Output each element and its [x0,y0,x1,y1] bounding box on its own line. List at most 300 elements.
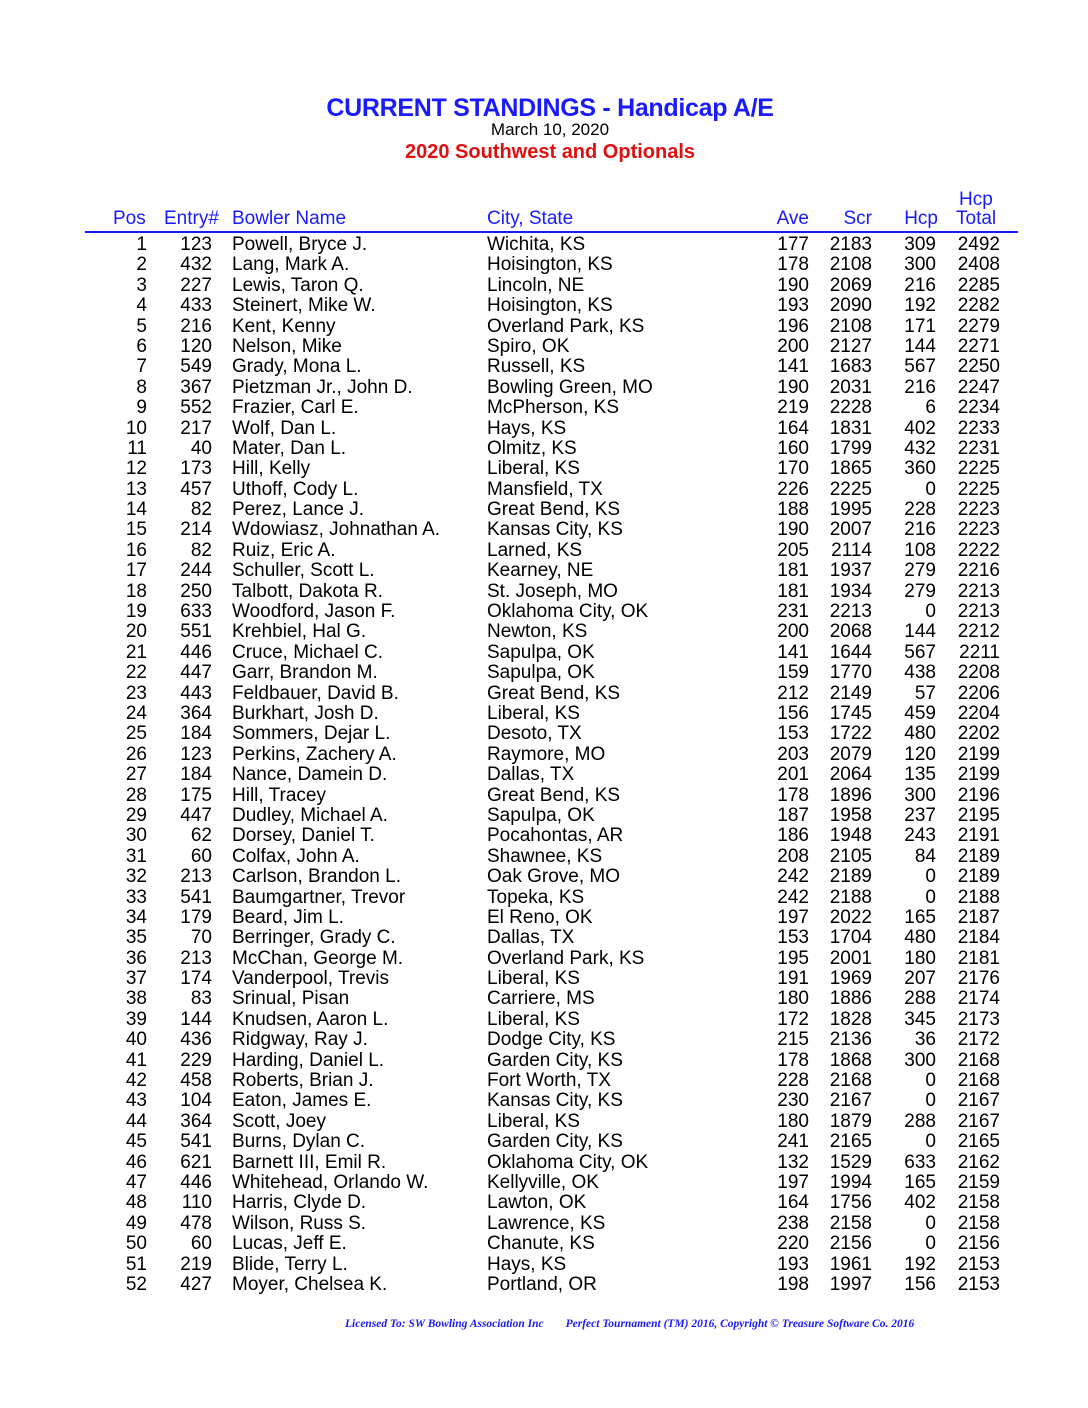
row-handicap-total: 2187 [957,906,1000,928]
row-city-state: Desoto, TX [487,723,582,745]
row-entry-number: 227 [180,274,212,296]
row-scratch-score: 1886 [829,988,872,1010]
row-city-state: Hays, KS [487,417,567,439]
row-average: 193 [777,295,809,317]
row-city-state: Lawrence, KS [487,1212,606,1234]
row-bowler-name: Harding, Daniel L. [232,1049,385,1071]
row-average: 231 [777,601,809,623]
row-entry-number: 446 [180,1171,212,1193]
row-scratch-score: 2105 [829,845,872,867]
row-handicap-total: 2216 [957,560,1000,582]
row-entry-number: 364 [180,1110,212,1132]
row-entry-number: 552 [180,397,212,419]
row-handicap-total: 2234 [957,397,1000,419]
row-bowler-name: Whitehead, Orlando W. [232,1171,429,1193]
row-handicap: 567 [904,356,936,378]
row-scratch-score: 2158 [829,1212,872,1234]
row-city-state: Spiro, OK [487,335,570,357]
row-city-state: Wichita, KS [487,234,586,255]
standings-table [0,235,1088,1295]
row-handicap-total: 2156 [957,1233,1000,1255]
table-row [0,643,1088,663]
row-scratch-score: 2189 [829,866,872,888]
row-scratch-score: 2167 [829,1090,872,1112]
row-average: 177 [777,234,809,255]
row-city-state: Larned, KS [487,539,583,561]
row-average: 178 [777,254,809,276]
row-bowler-name: Feldbauer, David B. [232,682,399,704]
row-entry-number: 457 [180,478,212,500]
row-handicap: 279 [904,560,936,582]
table-row [0,459,1088,479]
table-row [0,378,1088,398]
row-scratch-score: 1997 [829,1273,872,1295]
row-position: 7 [136,356,147,378]
row-city-state: Bowling Green, MO [487,376,653,398]
column-header-hcp: Hcp [904,208,938,229]
row-position: 47 [125,1171,147,1193]
row-scratch-score: 1934 [829,580,872,602]
row-entry-number: 184 [180,723,212,745]
row-bowler-name: Hill, Tracey [232,784,326,806]
column-header-scr: Scr [843,208,872,229]
table-row [0,622,1088,642]
row-position: 31 [125,845,147,867]
row-entry-number: 541 [180,886,212,908]
row-city-state: Oklahoma City, OK [487,601,649,623]
row-entry-number: 144 [180,1008,212,1030]
row-city-state: Sapulpa, OK [487,804,595,826]
row-handicap: 57 [914,682,936,704]
row-entry-number: 446 [180,641,212,663]
row-position: 41 [125,1049,147,1071]
row-position: 15 [125,519,147,541]
row-city-state: Garden City, KS [487,1131,623,1153]
row-position: 14 [125,499,147,521]
row-scratch-score: 1995 [829,499,872,521]
row-handicap-total: 2199 [957,743,1000,765]
row-handicap: 165 [904,1171,936,1193]
row-handicap-total: 2223 [957,519,1000,541]
row-handicap: 171 [904,315,936,337]
row-handicap: 0 [925,1070,936,1092]
table-row [0,826,1088,846]
row-position: 12 [125,458,147,480]
row-city-state: Liberal, KS [487,702,580,724]
row-handicap: 300 [904,784,936,806]
license-text: Licensed To: SW Bowling Association Inc [345,1318,544,1330]
table-row [0,500,1088,520]
row-handicap: 144 [904,621,936,643]
row-position: 20 [125,621,147,643]
row-bowler-name: Steinert, Mike W. [232,295,376,317]
row-bowler-name: Sommers, Dejar L. [232,723,391,745]
row-position: 44 [125,1110,147,1132]
table-row [0,582,1088,602]
row-city-state: Garden City, KS [487,1049,623,1071]
row-handicap: 402 [904,1192,936,1214]
row-entry-number: 82 [190,539,212,561]
row-average: 159 [777,662,809,684]
row-entry-number: 432 [180,254,212,276]
row-scratch-score: 1722 [829,723,872,745]
row-scratch-score: 2001 [829,947,872,969]
row-city-state: El Reno, OK [487,906,593,928]
row-position: 11 [127,437,147,459]
row-bowler-name: Roberts, Brian J. [232,1070,374,1092]
row-position: 8 [136,376,147,398]
row-city-state: St. Joseph, MO [487,580,618,602]
row-bowler-name: Krehbiel, Hal G. [232,621,367,643]
row-bowler-name: Burns, Dylan C. [232,1131,366,1153]
row-average: 212 [777,682,809,704]
table-row [0,969,1088,989]
row-position: 10 [125,417,147,439]
row-scratch-score: 1756 [829,1192,872,1214]
row-average: 156 [777,702,809,724]
row-position: 25 [125,723,147,745]
row-average: 205 [777,539,809,561]
row-scratch-score: 1529 [829,1151,872,1173]
table-row [0,867,1088,887]
table-row [0,1010,1088,1030]
row-entry-number: 229 [180,1049,212,1071]
row-bowler-name: Uthoff, Cody L. [232,478,359,500]
row-position: 23 [125,682,147,704]
row-scratch-score: 1896 [829,784,872,806]
row-handicap-total: 2250 [957,356,1000,378]
row-entry-number: 213 [180,866,212,888]
row-handicap-total: 2199 [957,764,1000,786]
row-bowler-name: Hill, Kelly [232,458,311,480]
row-position: 27 [125,764,147,786]
column-header-city-state: City, State [487,208,574,229]
row-scratch-score: 1865 [829,458,872,480]
table-row [0,317,1088,337]
row-handicap-total: 2231 [957,437,1000,459]
row-handicap-total: 2247 [957,376,1000,398]
row-position: 40 [125,1029,147,1051]
row-city-state: Oklahoma City, OK [487,1151,649,1173]
table-row [0,1051,1088,1071]
row-bowler-name: Nance, Damein D. [232,764,388,786]
row-handicap: 288 [904,1110,936,1132]
row-handicap-total: 2191 [957,825,1000,847]
row-handicap: 144 [904,335,936,357]
row-entry-number: 447 [180,804,212,826]
row-bowler-name: Garr, Brandon M. [232,662,378,684]
row-position: 5 [136,315,147,337]
row-scratch-score: 2069 [829,274,872,296]
row-handicap: 432 [904,437,936,459]
footer [345,1318,914,1330]
row-average: 238 [777,1212,809,1234]
row-city-state: Russell, KS [487,356,586,378]
row-average: 197 [777,1171,809,1193]
row-scratch-score: 1770 [829,662,872,684]
row-scratch-score: 1937 [829,560,872,582]
row-handicap: 0 [925,866,936,888]
row-handicap-total: 2174 [957,988,1000,1010]
row-city-state: Fort Worth, TX [487,1070,611,1092]
row-handicap: 345 [904,1008,936,1030]
row-position: 13 [125,478,147,500]
row-handicap: 567 [904,641,936,663]
row-handicap-total: 2168 [957,1070,1000,1092]
row-average: 228 [777,1070,809,1092]
row-scratch-score: 2168 [829,1070,872,1092]
row-handicap: 402 [904,417,936,439]
row-handicap-total: 2285 [957,274,1000,296]
table-row [0,663,1088,683]
row-entry-number: 179 [180,906,212,928]
row-city-state: Overland Park, KS [487,947,645,969]
row-entry-number: 60 [190,845,212,867]
row-entry-number: 427 [180,1273,212,1295]
row-handicap-total: 2196 [957,784,1000,806]
row-handicap-total: 2153 [957,1253,1000,1275]
row-bowler-name: Blide, Terry L. [232,1253,348,1275]
row-position: 21 [125,641,147,663]
table-row [0,1234,1088,1254]
row-scratch-score: 2225 [829,478,872,500]
row-scratch-score: 1994 [829,1171,872,1193]
row-handicap: 480 [904,723,936,745]
row-handicap: 288 [904,988,936,1010]
column-header-bowler-name: Bowler Name [232,208,347,229]
row-scratch-score: 2188 [829,886,872,908]
row-handicap: 0 [925,886,936,908]
row-average: 193 [777,1253,809,1275]
row-scratch-score: 2108 [829,254,872,276]
table-row [0,1091,1088,1111]
row-average: 201 [777,764,809,786]
row-average: 187 [777,804,809,826]
table-row [0,724,1088,744]
row-entry-number: 364 [180,702,212,724]
row-city-state: Mansfield, TX [487,478,603,500]
row-average: 164 [777,1192,809,1214]
row-average: 219 [777,397,809,419]
table-row [0,561,1088,581]
row-entry-number: 60 [190,1233,212,1255]
row-entry-number: 433 [180,295,212,317]
row-bowler-name: Scott, Joey [232,1110,326,1132]
row-handicap-total: 2189 [957,866,1000,888]
row-bowler-name: Powell, Bryce J. [232,234,368,255]
row-bowler-name: Moyer, Chelsea K. [232,1273,388,1295]
row-handicap-total: 2165 [957,1131,1000,1153]
row-average: 170 [777,458,809,480]
row-handicap: 0 [925,478,936,500]
row-average: 164 [777,417,809,439]
row-city-state: Chanute, KS [487,1233,595,1255]
row-scratch-score: 2127 [829,335,872,357]
table-row [0,541,1088,561]
row-position: 1 [136,234,147,255]
row-bowler-name: Dudley, Michael A. [232,804,388,826]
row-position: 2 [136,254,147,276]
row-position: 52 [125,1273,147,1295]
row-bowler-name: Kent, Kenny [232,315,336,337]
row-handicap-total: 2223 [957,499,1000,521]
row-handicap-total: 2279 [957,315,1000,337]
row-handicap: 459 [904,702,936,724]
row-handicap: 438 [904,662,936,684]
row-city-state: Shawnee, KS [487,845,603,867]
row-bowler-name: Woodford, Jason F. [232,601,396,623]
row-scratch-score: 2068 [829,621,872,643]
row-handicap-total: 2153 [957,1273,1000,1295]
row-average: 195 [777,947,809,969]
table-row [0,235,1088,255]
column-header-entry: Entry# [164,208,219,229]
row-position: 34 [125,906,147,928]
row-average: 180 [777,1110,809,1132]
column-header-hcp-total-line2: Total [956,208,997,229]
row-bowler-name: Berringer, Grady C. [232,927,396,949]
row-position: 48 [125,1192,147,1214]
row-handicap-total: 2159 [957,1171,1000,1193]
row-handicap-total: 2188 [957,886,1000,908]
row-entry-number: 175 [180,784,212,806]
row-entry-number: 219 [180,1253,212,1275]
row-handicap: 84 [914,845,936,867]
row-handicap: 156 [904,1273,936,1295]
row-handicap-total: 2204 [957,702,1000,724]
row-handicap-total: 2282 [957,295,1000,317]
table-row [0,684,1088,704]
row-position: 3 [136,274,147,296]
row-handicap: 108 [904,539,936,561]
row-average: 230 [777,1090,809,1112]
row-handicap: 0 [925,1090,936,1112]
row-entry-number: 250 [180,580,212,602]
row-city-state: Dallas, TX [487,927,575,949]
row-handicap: 300 [904,254,936,276]
table-row [0,949,1088,969]
row-position: 28 [125,784,147,806]
row-handicap: 180 [904,947,936,969]
row-scratch-score: 2165 [829,1131,872,1153]
row-scratch-score: 1704 [829,927,872,949]
row-handicap-total: 2271 [957,335,1000,357]
row-average: 200 [777,335,809,357]
row-scratch-score: 2228 [829,397,872,419]
row-handicap-total: 2158 [957,1192,1000,1214]
row-bowler-name: Schuller, Scott L. [232,560,375,582]
column-header-ave: Ave [776,208,809,229]
row-entry-number: 184 [180,764,212,786]
row-entry-number: 83 [190,988,212,1010]
row-handicap: 237 [904,804,936,826]
row-entry-number: 70 [190,927,212,949]
row-handicap-total: 2172 [957,1029,1000,1051]
row-city-state: Liberal, KS [487,968,580,990]
row-handicap-total: 2213 [957,580,1000,602]
row-handicap-total: 2213 [957,601,1000,623]
row-scratch-score: 1961 [829,1253,872,1275]
row-scratch-score: 1868 [829,1049,872,1071]
row-handicap: 228 [904,499,936,521]
row-city-state: Newton, KS [487,621,588,643]
table-row [0,337,1088,357]
row-scratch-score: 2136 [829,1029,872,1051]
row-average: 196 [777,315,809,337]
row-entry-number: 478 [180,1212,212,1234]
table-row [0,602,1088,622]
row-position: 43 [125,1090,147,1112]
row-bowler-name: Perez, Lance J. [232,499,365,521]
row-handicap-total: 2208 [957,662,1000,684]
row-handicap-total: 2184 [957,927,1000,949]
row-handicap-total: 2222 [957,539,1000,561]
row-scratch-score: 1831 [829,417,872,439]
table-row [0,1255,1088,1275]
row-entry-number: 104 [180,1090,212,1112]
row-bowler-name: Knudsen, Aaron L. [232,1008,389,1030]
row-handicap-total: 2167 [957,1090,1000,1112]
table-row [0,786,1088,806]
row-bowler-name: Colfax, John A. [232,845,360,867]
row-entry-number: 367 [180,376,212,398]
row-position: 6 [136,335,147,357]
row-scratch-score: 1799 [829,437,872,459]
row-scratch-score: 2114 [831,539,872,561]
header-divider [85,231,1018,233]
row-entry-number: 458 [180,1070,212,1092]
row-average: 242 [777,866,809,888]
row-bowler-name: Lucas, Jeff E. [232,1233,347,1255]
row-bowler-name: McChan, George M. [232,947,404,969]
row-entry-number: 174 [180,968,212,990]
row-position: 42 [125,1070,147,1092]
row-average: 141 [777,641,809,663]
row-bowler-name: Perkins, Zachery A. [232,743,397,765]
row-city-state: Sapulpa, OK [487,662,595,684]
row-bowler-name: Beard, Jim L. [232,906,344,928]
page-title: CURRENT STANDINGS - Handicap A/E [326,94,774,122]
row-city-state: Dallas, TX [487,764,575,786]
row-average: 242 [777,886,809,908]
row-entry-number: 173 [180,458,212,480]
row-city-state: Oak Grove, MO [487,866,621,888]
row-handicap: 216 [904,376,936,398]
row-bowler-name: Lewis, Taron Q. [232,274,364,296]
row-city-state: Carriere, MS [487,988,595,1010]
row-entry-number: 40 [190,437,212,459]
row-handicap: 192 [904,1253,936,1275]
row-city-state: Hays, KS [487,1253,567,1275]
row-city-state: Kansas City, KS [487,519,623,541]
table-row [0,888,1088,908]
table-row [0,1132,1088,1152]
row-handicap: 360 [904,458,936,480]
row-average: 181 [777,560,809,582]
row-handicap-total: 2212 [957,621,1000,643]
table-row [0,255,1088,275]
row-city-state: Great Bend, KS [487,499,621,521]
table-row [0,1214,1088,1234]
row-bowler-name: Ridgway, Ray J. [232,1029,368,1051]
row-bowler-name: Burkhart, Josh D. [232,702,379,724]
row-handicap: 6 [925,397,936,419]
row-handicap-total: 2408 [957,254,1000,276]
row-average: 178 [777,1049,809,1071]
row-scratch-score: 1958 [829,804,872,826]
row-bowler-name: Dorsey, Daniel T. [232,825,375,847]
table-row [0,806,1088,826]
